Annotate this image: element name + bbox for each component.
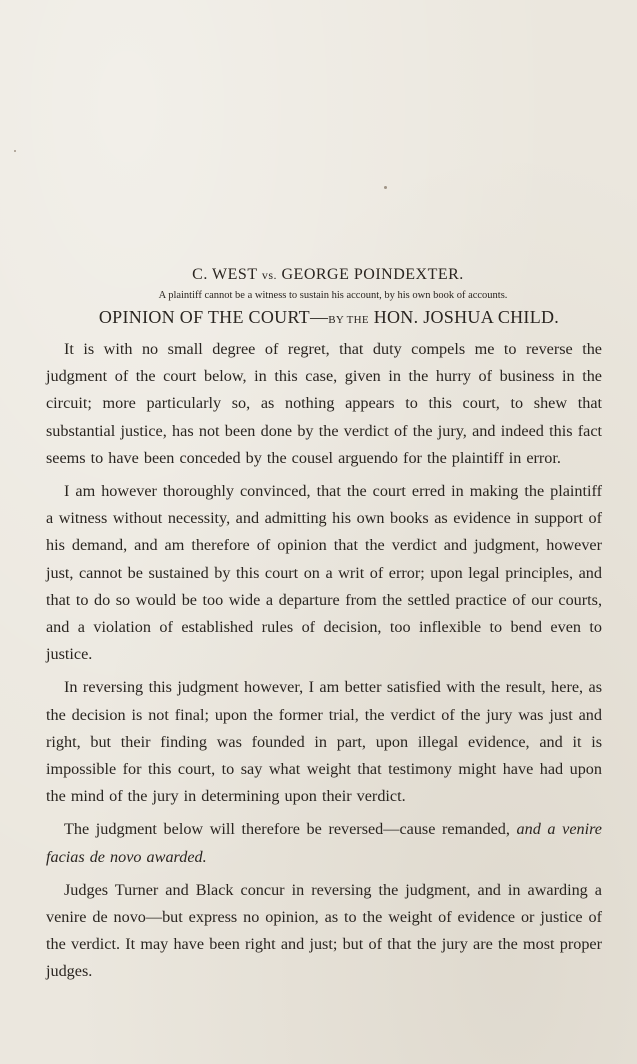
case-plaintiff: C. WEST — [192, 266, 258, 283]
opinion-heading-by: BY THE — [328, 314, 369, 326]
case-defendant: GEORGE POINDEXTER. — [281, 266, 464, 283]
reversal-paragraph — [46, 816, 602, 870]
opinion-paragraph-1: It is with no small degree of regret, that duty compels me to reverse the judgment of the court below, in this case, given in the hurry of business in the circuit; more particularly so, as nothing appears to this court, to shew that substantial justice, has not been done by the verdict of the jury, and indeed this fact seems to have been conceded by the cousel arguendo for the plaintiff in error. — [46, 340, 602, 467]
opinion-paragraph-2: I am however thoroughly convinced, that the court erred in making the plaintiff a witness without necessity, and admitting his own books as evidence in support of his demand, and am therefore of opinion that the verdict and judgment, however just, cannot be sustained by this court on a writ of error; upon legal principles, and that to do so would be too wide a departure from the settled practice of our courts, and a violation of established rules of decision, too inflexible to bend even to justice. — [46, 482, 602, 664]
venire-facias-text: and a venire facias de novo awarded. — [46, 820, 602, 866]
opinion-heading — [56, 307, 602, 328]
paper-speck — [384, 186, 387, 189]
opinion-heading-main: OPINION OF THE COURT— — [98, 307, 329, 327]
page-content — [46, 266, 602, 992]
case-title — [54, 266, 602, 284]
paper-speck — [14, 150, 16, 152]
opinion-paragraph-3: In reversing this judgment however, I am better satisfied with the result, here, as the decision is not final; upon the former trial, the verdict of the jury was just and right, but their finding was founded in part, upon illegal evidence, and it is impossible for this court, to say what weight that testimony might have had upon the mind of the jury in determining upon their verdict. — [46, 678, 602, 806]
headnote: A plaintiff cannot be a witness to sustain his account, by his own book of accounts. — [158, 290, 508, 301]
reversal-text: The judgment below will therefore be reversed—cause remanded, — [64, 820, 510, 839]
concurrence-paragraph: Judges Turner and Black concur in reversing the judgment, and in awarding a venire de novo—but express no opinion, as to the weight of evidence or justice of the verdict. It may have been right and just; but of that the jury are the most proper judges. — [46, 880, 602, 981]
case-versus: vs. — [261, 268, 277, 282]
opinion-heading-judge: HON. JOSHUA CHILD. — [373, 307, 560, 327]
